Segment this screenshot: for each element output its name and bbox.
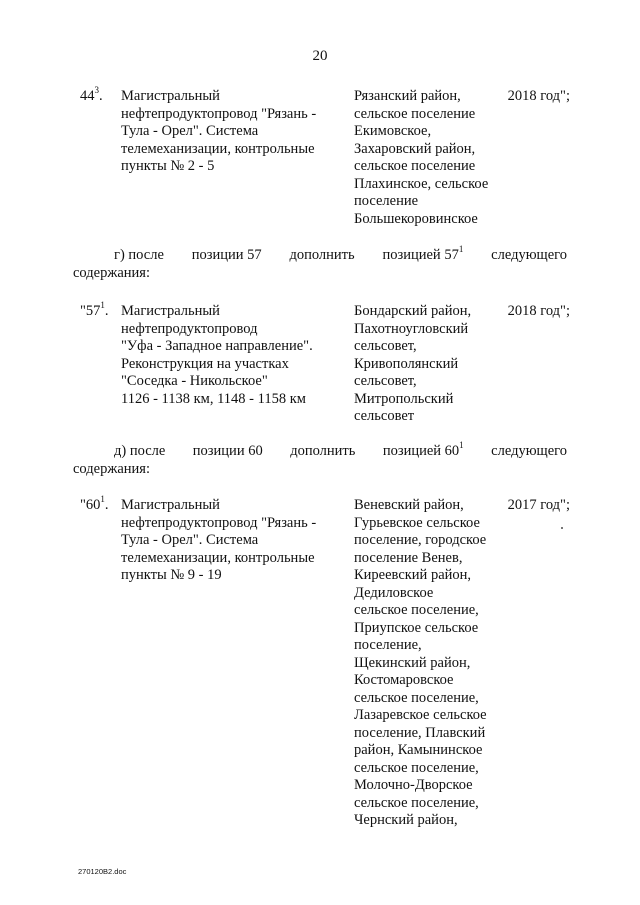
- entry-region: [354, 497, 504, 830]
- region-line: Гурьевское сельское: [354, 514, 480, 531]
- entry-region: [354, 303, 504, 426]
- entry-description: [121, 497, 336, 585]
- region-line: Кривополянский: [354, 355, 459, 372]
- paragraph-word: следующего: [491, 443, 567, 459]
- region-line: Веневский район,: [354, 497, 464, 513]
- description-line: Магистральный: [121, 88, 220, 104]
- region-line: Екимовское,: [354, 123, 432, 139]
- paragraph-word: следующего: [491, 247, 567, 263]
- region-line: Дедиловское: [354, 584, 434, 601]
- description-line: Тула - Орел". Система: [121, 532, 259, 548]
- amendment-paragraph-continuation: содержания:: [73, 461, 151, 477]
- entry-number-main: "57: [80, 303, 101, 319]
- paragraph-word: д) после: [114, 443, 166, 459]
- entry-number-main: 44: [80, 88, 95, 104]
- region-line: сельское поселение: [354, 105, 476, 122]
- region-line: сельское поселение,: [354, 759, 479, 776]
- region-line: Щекинский район,: [354, 654, 471, 671]
- paragraph-word: дополнить: [289, 247, 355, 263]
- entry-number: [80, 494, 120, 515]
- region-line: сельское поселение,: [354, 794, 479, 811]
- region-line: Чернский район,: [354, 812, 458, 828]
- description-line: пункты № 9 - 19: [121, 567, 222, 583]
- description-line: нефтепродуктопровод: [121, 320, 258, 337]
- paragraph-sup: 1: [458, 244, 464, 255]
- region-line: поселение: [354, 193, 419, 209]
- region-line: Костомаровское: [354, 672, 454, 688]
- description-line: пункты № 2 - 5: [121, 158, 215, 174]
- description-line: нефтепродуктопровод "Рязань -: [121, 105, 317, 122]
- region-line: Плахинское, сельское: [354, 175, 489, 192]
- description-line: Реконструкция на участках: [121, 355, 289, 372]
- region-line: поселение,: [354, 637, 422, 653]
- paragraph-sup: 1: [459, 440, 464, 451]
- description-line: "Соседка - Никольское": [121, 373, 268, 389]
- region-line: Захаровский район,: [354, 140, 476, 157]
- region-line: сельсовет: [354, 408, 415, 424]
- region-line: сельское поселение: [354, 158, 476, 174]
- region-line: сельсовет,: [354, 373, 417, 389]
- region-line: поселение Венев,: [354, 549, 463, 566]
- region-line: Большекоровинское: [354, 210, 478, 227]
- description-line: "Уфа - Западное направление".: [121, 338, 313, 354]
- entry-number-sup: 3: [94, 85, 99, 96]
- page-number: 20: [312, 48, 328, 64]
- description-line: Тула - Орел". Система: [121, 123, 259, 139]
- region-line: Пахотноугловский: [354, 320, 469, 337]
- region-line: сельское поселение,: [354, 689, 479, 706]
- region-line: Рязанский район,: [354, 88, 461, 104]
- region-line: Приупское сельское: [354, 619, 479, 636]
- description-line: нефтепродуктопровод "Рязань -: [121, 514, 317, 531]
- paragraph-word: [382, 440, 464, 461]
- region-line: Молочно-Дворское: [354, 777, 473, 793]
- region-line: Лазаревское сельское: [354, 707, 487, 723]
- description-line: телемеханизации, контрольные: [121, 549, 315, 566]
- entry-number-main: "60: [80, 497, 101, 513]
- entry-number-suffix: .: [99, 88, 103, 104]
- entry-date: 2018 год";: [507, 303, 570, 319]
- amendment-paragraph-continuation: содержания:: [73, 265, 151, 281]
- region-line: сельское поселение,: [354, 602, 479, 618]
- description-line: Магистральный: [121, 303, 220, 319]
- region-line: сельсовет,: [354, 338, 417, 354]
- paragraph-word-main: позицией 60: [382, 443, 460, 459]
- paragraph-word: позиции 57: [191, 247, 262, 263]
- file-name-footer: 270120В2.doc: [78, 867, 127, 876]
- entry-description: [121, 88, 336, 176]
- region-line: Бондарский район,: [354, 303, 472, 319]
- paragraph-word: г) после: [114, 247, 164, 263]
- entry-number-suffix: .: [104, 303, 109, 319]
- description-line: телемеханизации, контрольные: [121, 140, 315, 157]
- entry-number-suffix: .: [104, 497, 109, 513]
- paragraph-word: позиции 60: [192, 443, 263, 459]
- description-line: 1126 - 1138 км, 1148 - 1158 км: [121, 390, 306, 407]
- scan-speck: [561, 527, 563, 529]
- paragraph-word: дополнить: [290, 443, 356, 459]
- entry-number-sup: 1: [100, 300, 105, 311]
- entry-number: [80, 85, 120, 106]
- entry-number: [80, 300, 120, 321]
- entry-number-sup: 1: [100, 494, 105, 505]
- entry-date: 2017 год";: [507, 497, 570, 513]
- region-line: поселение, Плавский: [354, 724, 486, 741]
- region-line: Киреевский район,: [354, 567, 472, 583]
- entry-region: [354, 88, 504, 228]
- paragraph-word: [382, 244, 464, 265]
- region-line: район, Камынинское: [354, 742, 483, 758]
- region-line: Митропольский: [354, 390, 454, 407]
- amendment-paragraph: [73, 440, 567, 461]
- entry-date: 2018 год";: [507, 88, 570, 104]
- paragraph-word-main: позицией 57: [382, 247, 459, 263]
- entry-description: [121, 303, 336, 408]
- amendment-paragraph: [73, 244, 567, 265]
- region-line: поселение, городское: [354, 532, 487, 548]
- description-line: Магистральный: [121, 497, 220, 513]
